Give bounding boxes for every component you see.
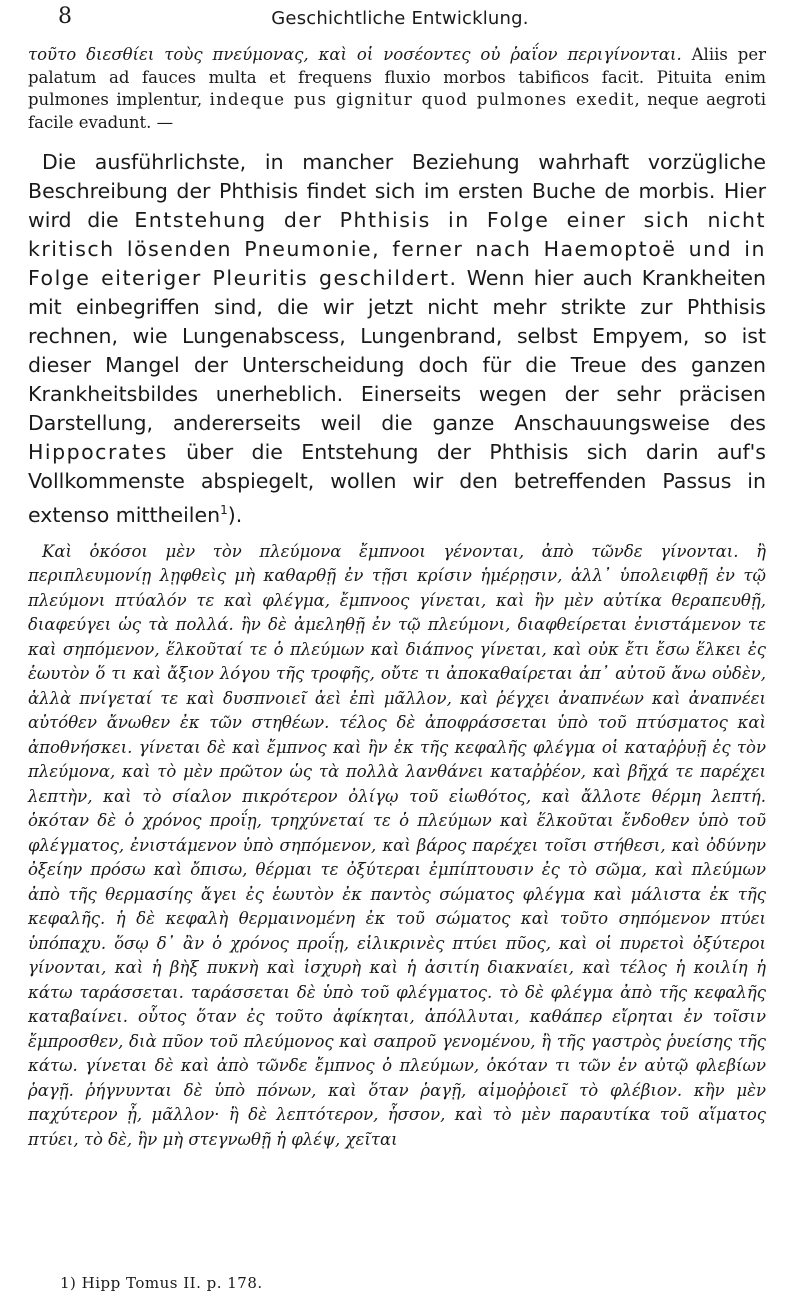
german-text-2: Wenn hier auch Krankheiten mit einbegriffen sind, die wir jetzt nicht mehr strikte zur Phthisis rechnen, wie Lungenabscess, Lungenbrand, selbst Empyem, so ist dieser Mangel der Unterscheidung doch für die Treue des ganzen Krankheitsbildes unerheblich. Einerseits wegen der sehr präcisen Darstellung, andererseits weil die ganze Anschauungsweise des bbox=[28, 266, 766, 435]
german-text-1: Die ausführlichste, in mancher Beziehung wahrhaft vorzügliche Beschreibung der Phthisis findet sich im ersten Buche de morbis. Hier wird die bbox=[28, 150, 766, 232]
latin-text-end: , neque aegroti facile evadunt. — bbox=[28, 90, 766, 132]
page-header bbox=[0, 4, 800, 34]
german-text-3: über die Entstehung der Phthisis sich darin auf's Vollkommenste abspiegelt, wollen wir den betreffenden Passus in extenso mittheilen bbox=[28, 440, 766, 527]
footnote: 1) Hipp Tomus II. p. 178. bbox=[60, 1274, 263, 1292]
author-name-emphasis: Hippocrates bbox=[28, 440, 168, 464]
german-paragraph bbox=[28, 148, 766, 530]
german-text-4: ). bbox=[227, 502, 243, 527]
footnote-reference: 1 bbox=[220, 503, 228, 517]
greek-block-quote: Καὶ ὁκόσοι μὲν τὸν πλεύμονα ἔμπνοοι γένονται, ἀπὸ τῶνδε γίνονται. ἢ περιπλευμονίῃ λῃφθεὶς μὴ καθαρθῇ ἐν τῇσι κρίσιν ἡμέρῃσιν, ἀλλ᾽ ὑπολειφθῇ ἐν τῷ πλεύμονι πτύαλόν τε καὶ φλέγμα, ἔμπνοος γίνεται, καὶ ἢν μὲν αὐτίκα θεραπευθῇ, διαφεύγει ὡς τὰ πολλά. ἢν δὲ ἀμεληθῇ ἐν τῷ πλεύμονι, διαφθείρεται ἐνιστάμενον τε καὶ σηπόμενον, ἕλκοῦταί τε ὁ πλεύμων καὶ διάπνος γίνεται, καὶ οὐκ ἔτι ἔσω ἕλκει ἐς ἑωυτὸν ὅ τι καὶ ἄξιον λόγου τῆς τροφῆς, οὔτε τι ἀποκαθαίρεται ἀπ᾽ αὐτοῦ ἄνω οὐδὲν, ἀλλὰ πνίγεταί τε καὶ δυσπνοιεῖ ἀεὶ ἐπὶ μᾶλλον, καὶ ῥέγχει ἀναπνέων καὶ ἀναπνέει αὐτόθεν ἄνωθεν ἐκ τῶν στηθέων. τέλος δὲ ἀποφράσσεται ὑπὸ τοῦ πτύσματος καὶ ἀποθνήσκει. γίνεται δὲ καὶ ἔμπνος καὶ ἢν ἐκ τῆς κεφαλῆς φλέγμα οἱ καταῤῥυῇ ἐς τὸν πλεύμονα, καὶ τὸ μὲν πρῶτον ὡς τὰ πολλὰ λανθάνει καταῤῥέον, καὶ βῆχά τε παρέχει λεπτὴν, καὶ τὸ σίαλον πικρότερον ὀλίγῳ τοῦ εἰωθότος, καὶ ἄλλοτε θέρμη λεπτή. ὁκόταν δὲ ὁ χρόνος προΐῃ, τρηχύνεταί τε ὁ πλεύμων καὶ ἕλκοῦται ἔνδοθεν ὑπὸ τοῦ φλέγματος, ἐνιστάμενον ὑπὸ σηπόμενον, καὶ βάρος παρέχει τοῖσι στήθεσι, καὶ ὀδύνην ὀξείην πρόσω καὶ ὄπισω, θέρμαι τε ὀξύτεραι ἐμπίπτουσιν ἐς τὸ σῶμα, καὶ πλεύμων ἀπὸ τῆς θερμασίης ἄγει ἐς ἑωυτὸν ἐκ παντὸς σώματος φλέγμα καὶ μάλιστα ἐκ τῆς κεφαλῆς. ἡ δὲ κεφαλὴ θερμαινομένη ἐκ τοῦ σώματος καὶ τοῦτο σηπόμενον πτύει ὑπόπαχυ. ὅσῳ δ᾽ ἂν ὁ χρόνος προΐῃ, εἱλικρινὲς πτύει πῦος, καὶ οἱ πυρετοὶ ὀξύτεροι γίνονται, καὶ ἡ βὴξ πυκνὴ καὶ ἰσχυρὴ καὶ ἡ ἀσιτίη διακναίει, καὶ τέλος ἡ κοιλίη ἡ κάτω ταράσσεται. ταράσσεται δὲ ὑπὸ τοῦ φλέγματος. τὸ δὲ φλέγμα ἀπὸ τῆς κεφαλῆς καταβαίνει. οὗτος ὅταν ἐς τοῦτο ἀφίκηται, ἀπόλλυται, καθάπερ εἴρηται ἐν τοῖσιν ἔμπροσθεν, διὰ πῦον τοῦ πλεύμονος καὶ σαπροῦ γενομένου, ἢ τῆς γαστρὸς ῥυείσης τῆς κάτω. γίνεται δὲ καὶ ἀπὸ τῶνδε ἔμπνος ὁ πλεύμων, ὁκόταν τι τῶν ἐν αὐτῷ φλεβίων ῥαγῇ. ῥήγνυνται δὲ ὑπὸ πόνων, καὶ ὅταν ῥαγῇ, αἱμοῤῥοιεῖ τὸ φλέβιον. κἢν μὲν παχύτερον ᾖ, μᾶλλον· ἢ δὲ λεπτότερον, ἧσσον, καὶ τὸ μὲν παραυτίκα τοῦ αἵματος πτύει, τὸ δὲ, ἢν μὴ στεγνωθῇ ἡ φλέψ, χεῖται bbox=[28, 541, 766, 1149]
latin-greek-paragraph bbox=[28, 44, 766, 134]
greek-quote: τοῦτο διεσθίει τοὺς πνεύμονας, καὶ οἱ νοσέοντες οὐ ῥαΐον περιγίνονται. bbox=[28, 45, 682, 64]
page-number: 8 bbox=[58, 4, 72, 29]
latin-emphasis: indeque pus gignitur quod pulmones exedit bbox=[209, 90, 635, 109]
latin-text: Aliis per palatum ad fauces multa et frequens fluxio morbos tabificos facit. Pituita enim pulmones implentur, bbox=[28, 45, 766, 109]
german-emphasis-1: Entstehung der Phthisis in Folge einer sich nicht kritisch lösenden Pneumonie, ferner nach Haemoptoë und in Folge eiteriger Pleuritis geschildert. bbox=[28, 208, 766, 290]
running-title: Geschichtliche Entwicklung. bbox=[271, 8, 529, 29]
page-body bbox=[28, 44, 766, 1152]
